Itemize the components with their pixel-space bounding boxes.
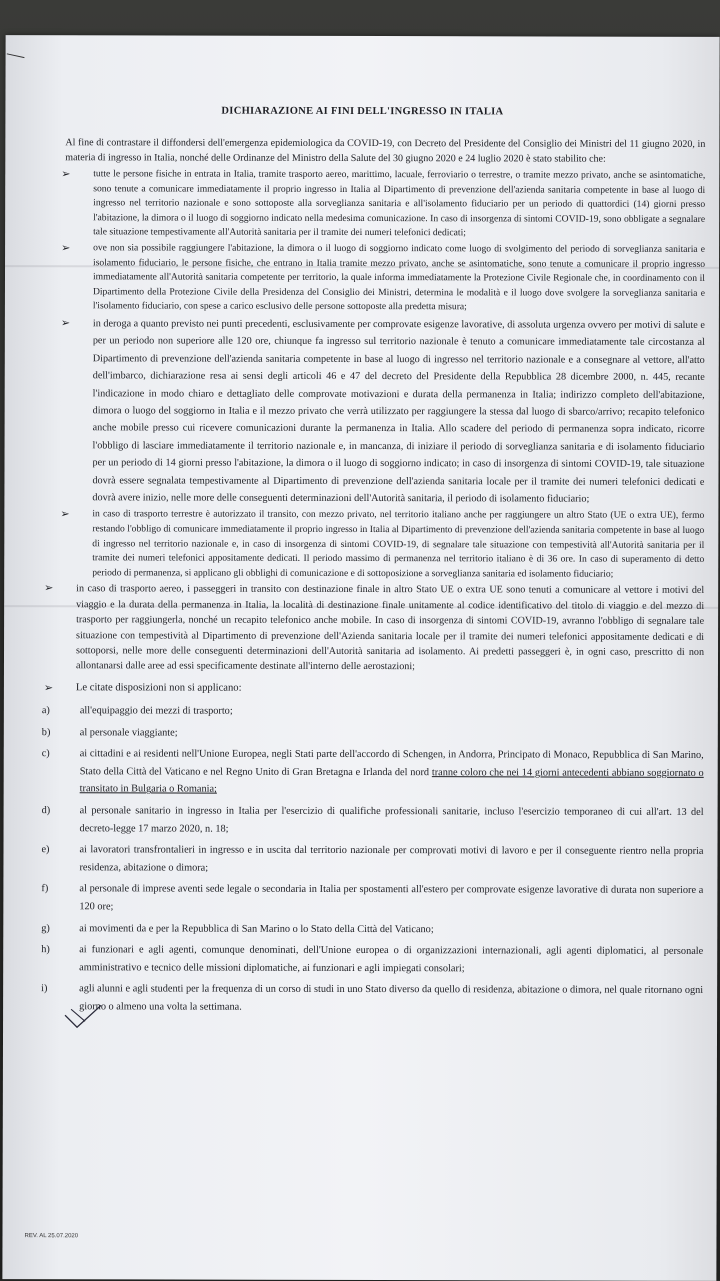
list-item-label: e) [41, 844, 50, 856]
bullet-text: tutte le persone fisiche in entrata in Italia, tramite trasporto aereo, marittimo, lacuale, ferroviario o terrestre, o tramite mezzo privato, anche se asintomatiche, sono tenute a comunicare immediatamente il proprio ingresso in Italia al Dipartimento di prevenzione dell'azienda sanitaria competente in base al luogo di ingresso nel territorio nazionale e sono sottoposte alla sorveglianza sanitaria e all'isolamento fiduciario per un periodo di quattordici (14) giorni presso l'abitazione, la dimora o il luogo di soggiorno indicato nella medesima comunicazione. In caso di insorgenza di sintomi COVID-19, sono obbligate a segnalare tale situazione tempestivamente all'Autorità sanitaria per il tramite dei numeri telefonici dedicati; [93, 168, 706, 239]
list-item-label: b) [41, 726, 51, 738]
list-item-text: all'equipaggio dei mezzi di trasporto; [79, 705, 233, 717]
list-item-text: ai funzionari e agli agenti, comunque denominati, dell'Unione europea o di organizzazioni internazionali, agli agenti diplomatici, al personale amministrativo e tecnico delle missioni diplomatiche, ai funzionari e agli impiegati consolari; [79, 944, 704, 975]
list-item [37, 920, 703, 939]
list-item-text: ai lavoratori transfrontalieri in ingresso e in uscita dal territorio nazionale per comprovati motivi di lavoro e per il conseguente rientro nella propria residenza, abitazione o dimora; [79, 844, 704, 874]
underlined-text: tranne coloro che nei 14 giorni antecedenti abbiano soggiornato o transitato in Bulgaria o Romania; [79, 766, 704, 796]
list-item [38, 745, 704, 800]
list-item-label: f) [41, 883, 49, 895]
bullet-text: in caso di trasporto aereo, i passeggeri in transito con destinazione finale in altro Stato UE o extra UE sono tenuti a comunicare al vettore i motivi del viaggio e la durata della permanenza in Italia, la località di destinazione finale unitamente al codice identificativo del titolo di viaggio e del mezzo di trasporto per raggiungerla, nonché un recapito telefonico anche mobile. In caso di insorgenza di sintomi COVID-19, avranno l'obbligo di segnalare tale situazione con tempestività al Dipartimento di prevenzione dell'Azienda sanitaria locale per il tramite dei numeri telefonici appositamente dedicati e di sottoporsi, nelle more delle conseguenti determinazioni dell'Autorità sanitaria ad isolamento. Ai predetti passeggeri è, in ogni caso, prescritto di non allontanarsi dalle aree ad essi specificamente destinate all'interno delle aerostazioni; [75, 583, 705, 673]
list-item [37, 980, 703, 1017]
arrow-bullet-icon: ➢ [61, 242, 71, 255]
bullet-item [55, 167, 705, 242]
arrow-bullet-icon: ➢ [44, 582, 54, 595]
list-item [37, 941, 703, 978]
handwritten-check-mark [61, 1001, 105, 1031]
arrow-bullet-icon: ➢ [60, 317, 71, 330]
list-item-text: agli alunni e agli studenti per la frequenza di un corso di studi in uno Stato diverso da quello di residenza, abitazione o dimora, nel quale ritornano ogni giorno o almeno una volta la settimana. [79, 983, 704, 1013]
bullet-item [54, 315, 704, 508]
bullet-item [38, 582, 704, 676]
document-title: DICHIARAZIONE AI FINI DELL'INGRESSO IN ITALIA [221, 105, 504, 118]
document-page [2, 35, 719, 1281]
arrow-bullet-icon: ➢ [60, 508, 70, 521]
list-item-text: al personale viaggiante; [79, 726, 178, 739]
list-item-label: d) [41, 805, 51, 817]
arrow-bullet-icon: ➢ [43, 681, 54, 695]
bullet-item [38, 680, 704, 698]
list-item-label: a) [41, 705, 50, 717]
list-item-label: i) [41, 983, 48, 995]
list-item-label: h) [41, 944, 50, 956]
revision-footer: REV. AL 25.07.2020 [24, 1233, 79, 1240]
list-item [37, 881, 703, 918]
bullet-text: in caso di trasporto terrestre è autorizzato il transito, con mezzo privato, nel territorio italiano anche per raggiungere un altro Stato (UE o extra UE), fermo restando l'obbligo di comunicare immediatamente il proprio ingresso in Italia al Dipartimento di prevenzione dell'azienda sanitaria competente in base al luogo di ingresso nel territorio nazionale e, in caso di insorgenza di sintomi COVID-19, di segnalare tale situazione con tempestività all'Autorità sanitaria per il tramite dei numeri telefonici appositamente dedicati. Il periodo massimo di permanenza nel territorio italiano è di 36 ore. In caso di superamento di detto periodo di permanenza, si applicano gli obblighi di comunicazione e di sottoposizione a sorveglianza sanitaria ed isolamento fiduciario; [92, 508, 705, 580]
bullet-text: Le citate disposizioni non si applicano: [75, 682, 242, 694]
list-item [37, 841, 703, 878]
pen-mark [5, 53, 25, 68]
list-item-label: g) [41, 922, 50, 934]
bullet-item [55, 241, 705, 316]
list-item-text: al personale di imprese aventi sede legale o secondaria in Italia per spostamenti all'estero per comprovate esigenze lavorative di durata non superiore a 120 ore; [79, 883, 704, 913]
list-item [38, 702, 704, 721]
arrow-bullet-icon: ➢ [61, 168, 71, 181]
intro-paragraph: Al fine di contrastare il diffondersi dell'emergenza epidemiologica da COVID-19, con Decreto del Presidente del Consiglio dei Ministri del 11 giugno 2020, in materia di ingresso in Italia, nonché delle Ordinanze del Ministro della Salute del 30 giugno 2020 e 24 luglio 2020 è stato stabilito che: [65, 137, 706, 165]
exceptions-list [37, 702, 704, 1017]
document-body [41, 135, 706, 1021]
list-item [38, 724, 704, 743]
list-item-text: ai cittadini e ai residenti nell'Unione Europea, negli Stati parte dell'accordo di Schengen, in Andorra, Principato di Monaco, Repubblica di San Marino, Stato della Città del Vaticano e nel Regno Unito di Gran Bretagna e Irlanda del nord [79, 748, 704, 778]
list-item-text: ai movimenti da e per la Repubblica di San Marino o lo Stato della Città del Vaticano; [79, 922, 434, 935]
list-item-text: al personale sanitario in ingresso in Italia per l'esercizio di qualifiche professionali sanitarie, incluso l'esercizio temporaneo di cui all'art. 13 del decreto-legge 17 marzo 2020, n. 18; [79, 805, 704, 835]
bullet-text: ove non sia possibile raggiungere l'abitazione, la dimora o il luogo di soggiorno indicato come luogo di svolgimento del periodo di sorveglianza sanitaria e isolamento fiduciario, le persone fisiche, che entrano in Italia tramite mezzo privato, anche se asintomatiche, sono tenute a comunicare il proprio ingresso immediatamente all'Autorità sanitaria competente per territorio, la quale informa immediatamente la Protezione Civile Regionale che, in coordinamento con il Dipartimento della Protezione Civile della Presidenza del Consiglio dei Ministri, determina le modalità e il luogo dove svolgere la sorveglianza sanitaria e l'isolamento fiduciario, con spese a carico esclusivo delle persone sottoposte alla predetta misura; [92, 242, 706, 313]
list-item-label: c) [41, 748, 50, 760]
list-item [38, 802, 704, 839]
bullet-text: in deroga a quanto previsto nei punti precedenti, esclusivamente per comprovate esigenze lavorative, di assoluta urgenza ovvero per motivi di salute e per un periodo non superiore alle 120 ore, chiunque fa ingresso sul territorio nazionale è tenuto a comunicare immediatamente tale circostanza al Dipartimento di prevenzione dell'azienda sanitaria competente in base al luogo di ingresso nel territorio nazionale e a consegnare al vettore, all'atto dell'imbarco, dichiarazione resa ai sensi degli articoli 46 e 47 del decreto del Presidente della Repubblica 28 dicembre 2000, n. 445, recante l'indicazione in modo chiaro e dettagliato delle comprovate motivazioni e durata della permanenza in Italia; indirizzo completo dell'abitazione, dimora o luogo del soggiorno in Italia e il mezzo privato che verrà utilizzato per raggiungere la stessa dal luogo di sbarco/arrivo; recapito telefonico anche mobile presso cui ricevere comunicazioni durante la permanenza in Italia. Allo scadere del periodo di permanenza sopra indicato, ricorre l'obbligo di lasciare immediatamente il territorio nazionale e, in mancanza, di iniziare il periodo di sorveglianza sanitaria e di isolamento fiduciario per un periodo di 14 giorni presso l'abitazione, la dimora o il luogo di soggiorno indicato; in caso di insorgenza di sintomi COVID-19, tale situazione dovrà essere segnalata tempestivamente al Dipartimento di prevenzione dell'azienda sanitaria locale per il tramite dei numeri telefonici dedicati e dovrà avere inizio, nelle more delle conseguenti determinazioni dell'Autorità sanitaria, il periodo di isolamento fiduciario; [92, 318, 705, 505]
bullet-item [54, 508, 704, 583]
